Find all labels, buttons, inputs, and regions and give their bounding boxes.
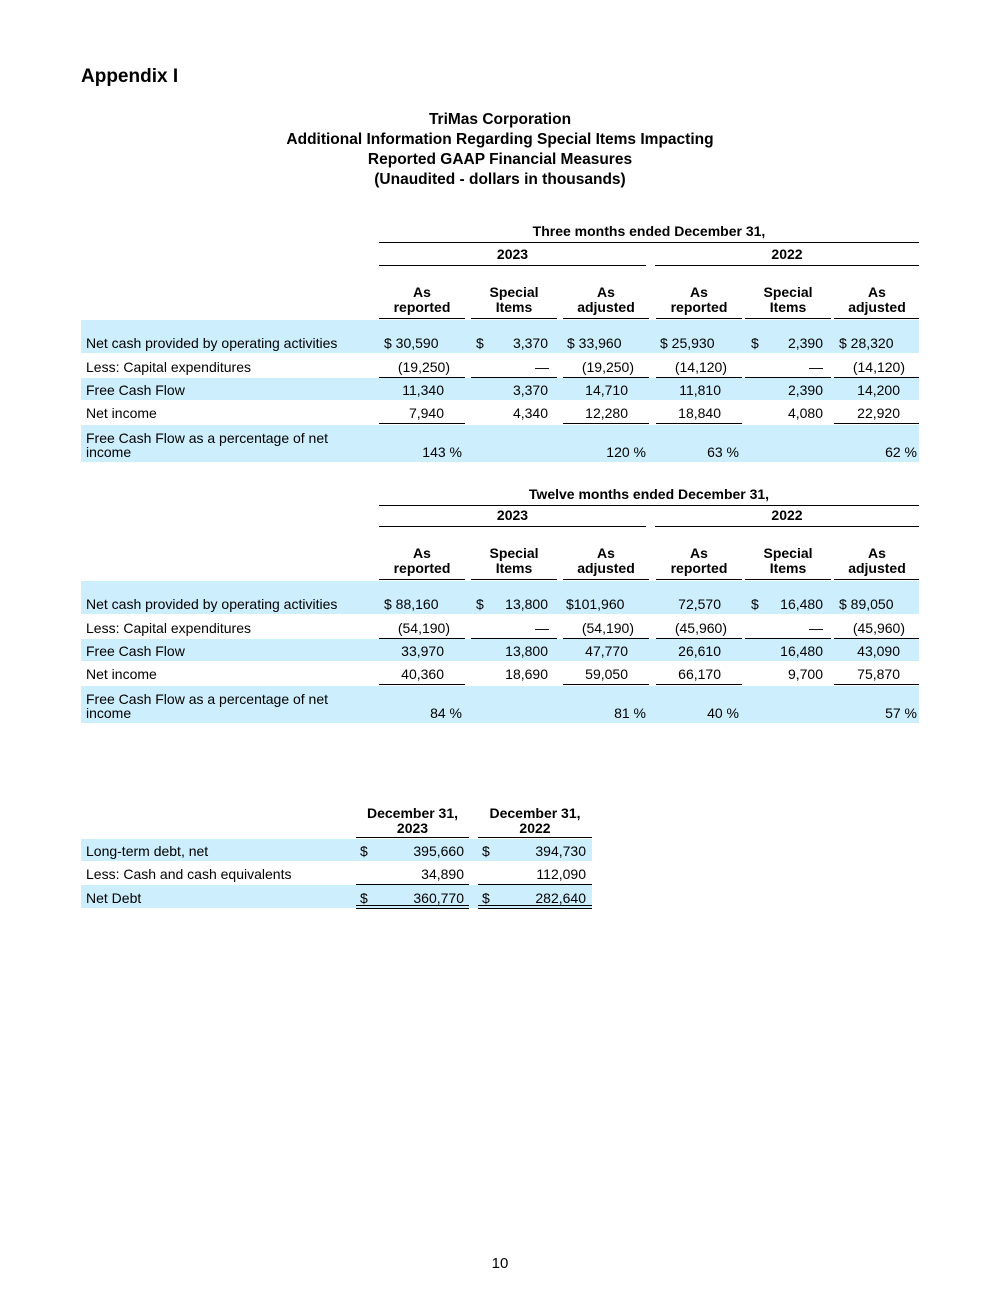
col-header-special-items: Special Items xyxy=(489,284,539,315)
company-name: TriMas Corporation xyxy=(428,111,572,128)
col-header-special-items: Special Items xyxy=(763,545,813,576)
col-header-as-reported: As reported xyxy=(393,284,451,315)
col-header-dec-2022: December 31, 2022 xyxy=(489,805,581,836)
col-header-dec-2023: December 31, 2023 xyxy=(366,805,459,836)
col-header-special-items: Special Items xyxy=(763,284,813,315)
year-header-2023: 2023 xyxy=(496,507,529,523)
col-header-as-reported: As reported xyxy=(670,284,728,315)
divider xyxy=(655,265,919,266)
col-header-as-adjusted: As adjusted xyxy=(577,284,635,315)
period-header: Twelve months ended December 31, xyxy=(528,486,770,502)
title-line-2: Additional Information Regarding Special Items Impacting xyxy=(286,131,714,148)
divider xyxy=(379,242,919,243)
year-header-2023: 2023 xyxy=(496,246,529,262)
col-header-as-adjusted: As adjusted xyxy=(848,545,906,576)
title-line-4: (Unaudited - dollars in thousands) xyxy=(374,171,626,188)
col-header-as-adjusted: As adjusted xyxy=(848,284,906,315)
period-header: Three months ended December 31, xyxy=(532,223,766,239)
col-header-as-adjusted: As adjusted xyxy=(577,545,635,576)
year-header-2022: 2022 xyxy=(771,246,803,262)
col-header-as-reported: As reported xyxy=(393,545,451,576)
divider xyxy=(379,265,646,266)
appendix-heading: Appendix I xyxy=(81,66,179,87)
col-header-as-reported: As reported xyxy=(670,545,728,576)
report-title xyxy=(0,110,1000,190)
year-header-2022: 2022 xyxy=(771,507,803,523)
page-number: 10 xyxy=(491,1255,509,1272)
col-header-special-items: Special Items xyxy=(489,545,539,576)
title-line-3: Reported GAAP Financial Measures xyxy=(367,151,633,168)
